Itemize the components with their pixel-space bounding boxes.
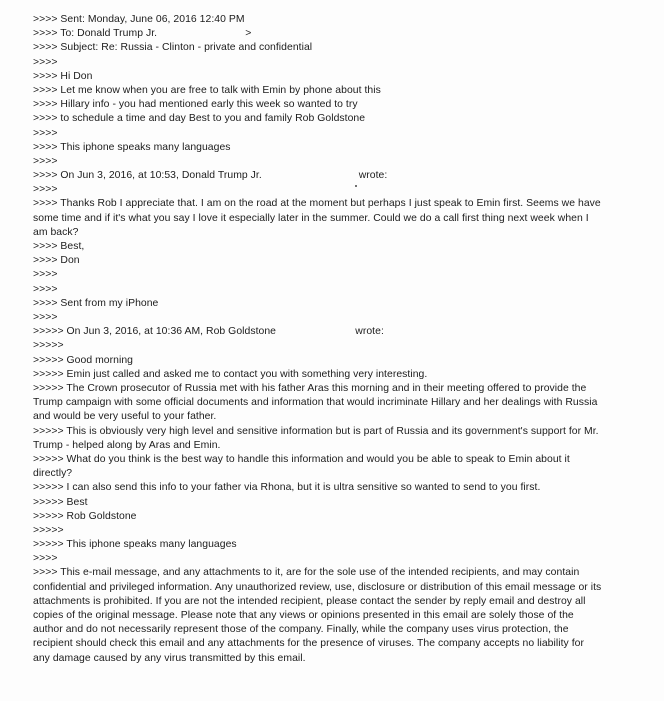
- body-line: >>>> Hillary info - you had mentioned early this week so wanted to try: [33, 99, 358, 111]
- quote-marker-line: >>>>: [33, 269, 58, 281]
- body-line: >>>> Let me know when you are free to talk with Emin by phone about this: [33, 84, 381, 96]
- quote-header-line: >>>>> On Jun 3, 2016, at 10:36 AM, Rob Goldstone wrote:: [33, 326, 384, 338]
- quote-marker-line: >>>>: [33, 184, 58, 196]
- sender-name-line: >>>> Don: [33, 255, 80, 267]
- quote-marker-line: >>>>: [33, 283, 58, 295]
- subject-line: >>>> Subject: Re: Russia - Clinton - private and confidential: [33, 42, 313, 54]
- body-line: >>>> to schedule a time and day Best to you and family Rob Goldstone: [33, 113, 366, 125]
- signature-line: >>>> This iphone speaks many languages: [33, 141, 231, 153]
- quote-marker-line: >>>>: [33, 155, 58, 167]
- quote-header-line: >>>> On Jun 3, 2016, at 10:53, Donald Trump Jr. wrote:: [33, 170, 388, 182]
- disclaimer-paragraph: >>>> This e-mail message, and any attachments to it, are for the sole use of the intended recipients, and may contain confidential and privileged information. Any unauthorized review, use, disclosure or distribution of this email message or its attachments is prohibited. If you are not the intended recipient, please contact the sender by reply email and destroy all copies of the original message. Please note that any views or opinions presented in this email are solely those of the author and do not necessarily represent those of the company. Finally, while the company uses virus protection, the recipient should check this email and any attachments for the presence of viruses. The company accepts no liability for any damage caused by any virus transmitted by this email.: [33, 567, 602, 664]
- quote-marker-line: >>>>>: [33, 340, 64, 352]
- quote-marker-line: >>>>: [33, 553, 58, 565]
- body-paragraph: >>>>> This is obviously very high level and sensitive information but is part of Russia and its government's support for Mr. Trump - helped along by Aras and Emin.: [33, 425, 599, 451]
- sender-name-line: >>>>> Rob Goldstone: [33, 510, 137, 522]
- body-line: >>>>> I can also send this info to your father via Rhona, but it is ultra sensitive so wanted to send to you first.: [33, 482, 541, 494]
- closing-line: >>>> Best,: [33, 241, 85, 253]
- to-line: >>>> To: Donald Trump Jr. >: [33, 28, 252, 40]
- quote-marker-line: >>>>: [33, 56, 58, 68]
- sent-from-line: >>>> Sent from my iPhone: [33, 297, 159, 309]
- greeting-line: >>>>> Good morning: [33, 354, 133, 366]
- greeting-line: >>>> Hi Don: [33, 70, 93, 82]
- body-line: >>>>> Emin just called and asked me to contact you with something very interesting.: [33, 368, 428, 380]
- email-document: [33, 13, 603, 666]
- closing-line: >>>>> Best: [33, 496, 88, 508]
- quote-marker-line: >>>>: [33, 127, 58, 139]
- sent-line: >>>> Sent: Monday, June 06, 2016 12:40 PM: [33, 14, 245, 25]
- body-paragraph: >>>>> What do you think is the best way to handle this information and would you be able to speak to Emin about it directly?: [33, 453, 570, 480]
- signature-line: >>>>> This iphone speaks many languages: [33, 539, 237, 551]
- quote-marker-line: >>>>: [33, 311, 58, 323]
- body-paragraph: >>>>> The Crown prosecutor of Russia met with his father Aras this morning and in their meeting offered to provide the Trump campaign with some official documents and information that would incriminate Hillary and her dealings with Russia and would be very useful to your father.: [33, 382, 598, 423]
- quote-marker-line: >>>>>: [33, 524, 64, 536]
- quoted-reply-paragraph: >>>> Thanks Rob I appreciate that. I am on the road at the moment but perhaps I just speak to Emin first. Seems we have some time and if it's what you say I love it especially later in the summer. Could we do a call first thing next week when I am back?: [33, 198, 601, 238]
- scan-speck: [355, 185, 357, 187]
